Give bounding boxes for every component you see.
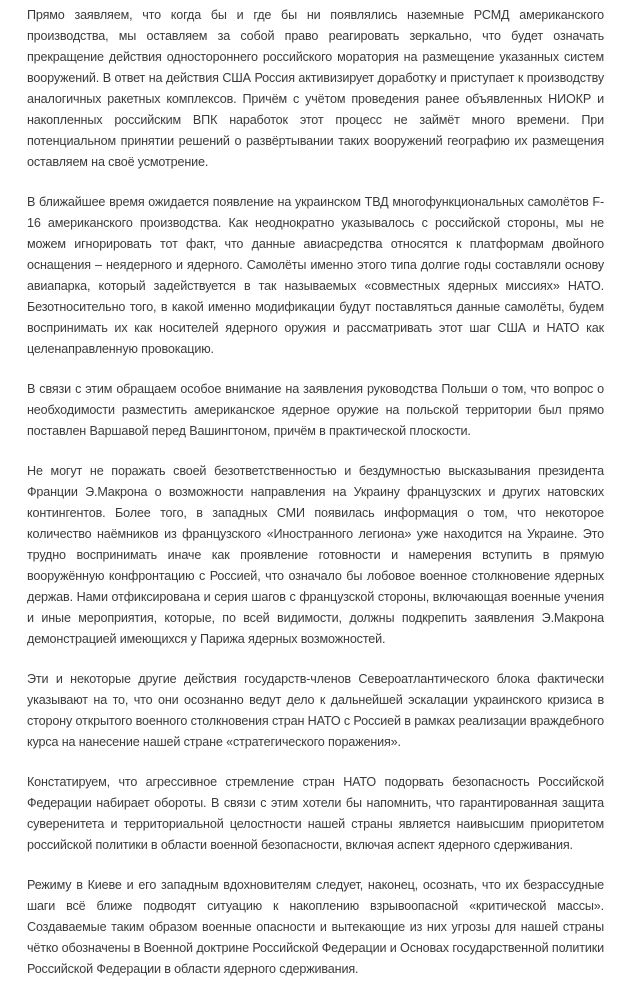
paragraph: В связи с этим обращаем особое внимание на заявления руководства Польши о том, что вопрос о необходимости разместить американское ядерное оружие на польской территории был прямо поставлен Варшавой перед Вашингтоном, причём в практической плоскости. — [27, 382, 604, 438]
paragraph: Эти и некоторые другие действия государств-членов Североатлантического блока фактически указывают на то, что они осознанно ведут дело к дальнейшей эскалации украинского кризиса в сторону открытого военного столкновения стран НАТО с Россией в рамках реализации враждебного курса на нанесение нашей стране «стратегического поражения». — [27, 672, 604, 749]
paragraph: Не могут не поражать своей безответственностью и бездумностью высказывания президента Франции Э.Макрона о возможности направления на Украину французских и других натовских контингентов. Более того, в западных СМИ появилась информация о том, что некоторое количество наёмников из французского «Иностранного легиона» уже находится на Украине. Это трудно воспринимать иначе как проявление готовности и намерения вступить в прямую вооружённую конфронтацию с Россией, что означало бы лобовое военное столкновение ядерных держав. Нами отфиксирована и серия шагов с французской стороны, включающая военные учения и иные мероприятия, которые, по всей видимости, должны подкрепить заявления Э.Макрона демонстрацией имеющихся у Парижа ядерных возможностей. — [27, 464, 604, 646]
paragraph: Режиму в Киеве и его западным вдохновителям следует, наконец, осознать, что их безрассудные шаги всё ближе подводят ситуацию к накоплению взрывоопасной «критической массы». Создаваемые таким образом военные опасности и вытекающие из них угрозы для нашей страны чётко обозначены в Военной доктрине Российской Федерации и Основах государственной политики Российской Федерации в области ядерного сдерживания. — [27, 878, 604, 976]
paragraph: В ближайшее время ожидается появление на украинском ТВД многофункциональных самолётов F-16 американского производства. Как неоднократно указывалось с российской стороны, мы не можем игнорировать тот факт, что данные авиасредства относятся к платформам двойного оснащения – неядерного и ядерного. Самолёты именно этого типа долгие годы составляли основу авиапарка, который задействуется в так называемых «совместных ядерных миссиях» НАТО. Безотносительно того, в какой именно модификации будут поставляться данные самолёты, будем воспринимать их как носителей ядерного оружия и рассматривать этот шаг США и НАТО как целенаправленную провокацию. — [27, 195, 604, 356]
paragraph: Прямо заявляем, что когда бы и где бы ни появлялись наземные РСМД американского производства, мы оставляем за собой право реагировать зеркально, что будет означать прекращение действия одностороннего российского моратория на размещение указанных систем вооружений. В ответ на действия США Россия активизирует доработку и приступает к производству аналогичных ракетных комплексов. Причём с учётом проведения ранее объявленных НИОКР и накопленных российским ВПК наработок этот процесс не займёт много времени. При потенциальном принятии решений о развёртывании таких вооружений географию их размещения оставляем на своё усмотрение. — [27, 8, 604, 169]
document-body — [27, 5, 604, 999]
paragraph: Констатируем, что агрессивное стремление стран НАТО подорвать безопасность Российской Федерации набирает обороты. В связи с этим хотели бы напомнить, что гарантированная защита суверенитета и территориальной целостности нашей страны является наивысшим приоритетом российской политики в области военной безопасности, включая аспект ядерного сдерживания. — [27, 775, 604, 852]
